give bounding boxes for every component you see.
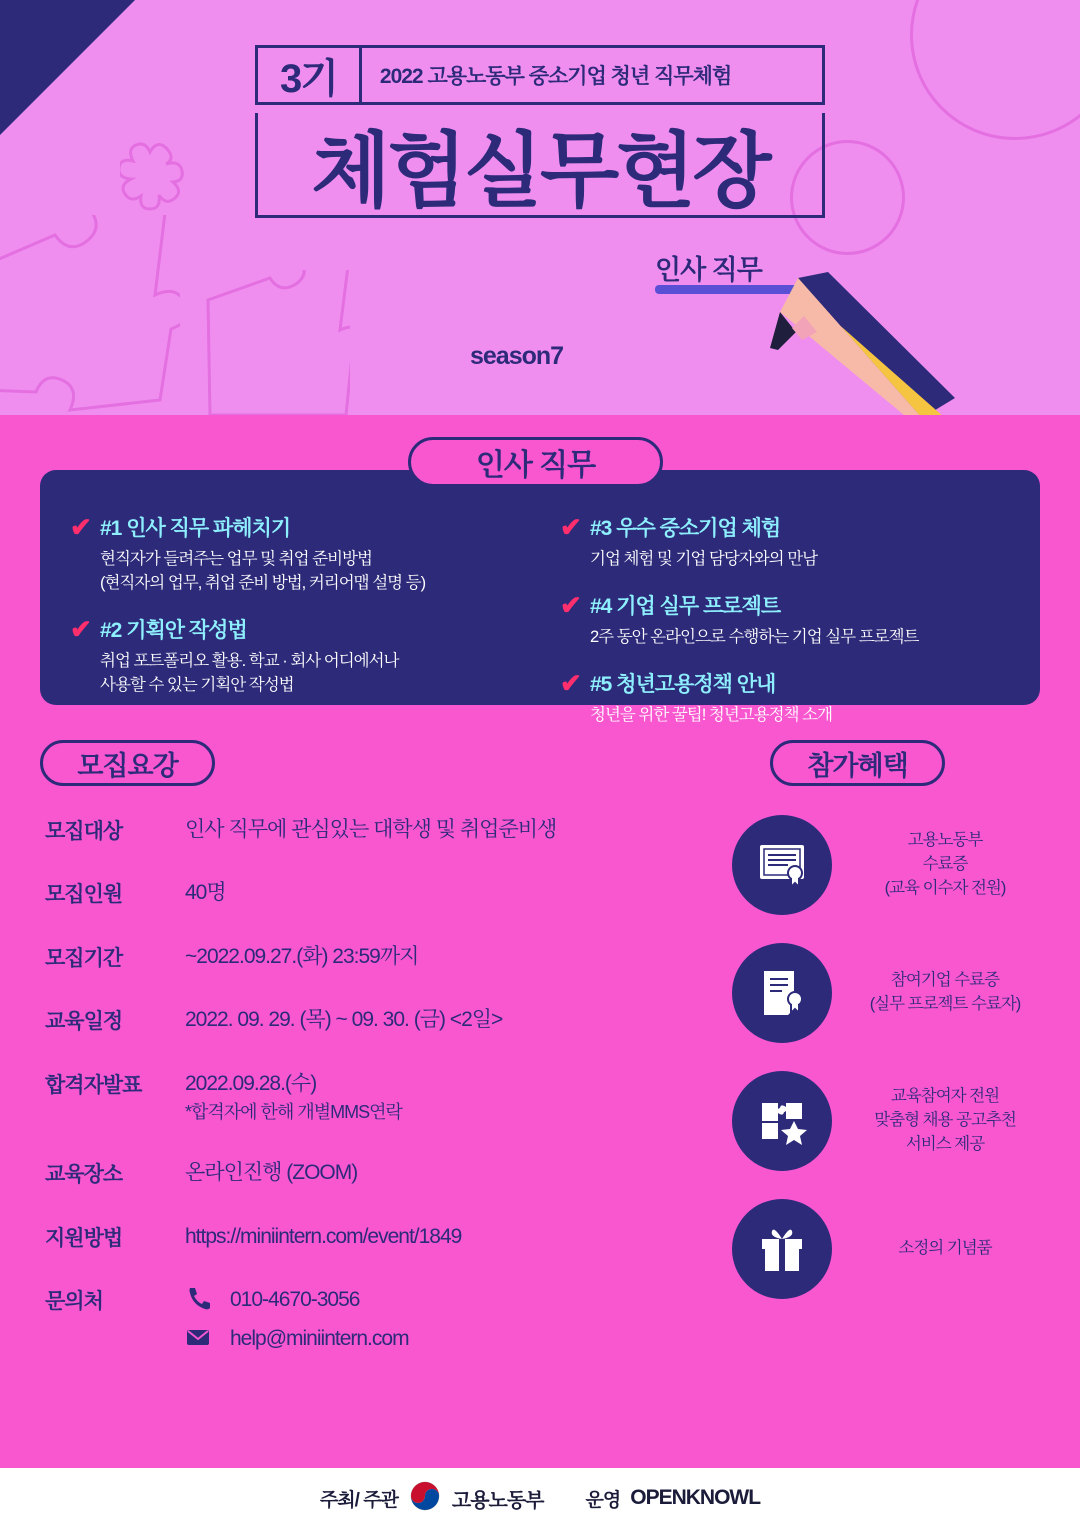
mail-icon [185, 1324, 230, 1355]
list-item-desc-line: 기업 체험 및 기업 담당자와의 만남 [590, 550, 818, 568]
host-label: 주최/ 주관 [319, 1489, 398, 1511]
document-seal-icon [732, 943, 832, 1043]
list-item-desc-line: 청년을 위한 꿀팁! 청년고용정책 소개 [590, 705, 833, 724]
row-value: 온라인진행 (ZOOM) [185, 1161, 358, 1185]
list-item-title: #5 청년고용정책 안내 [590, 672, 776, 696]
row-label: 문의처 [45, 1290, 103, 1314]
apply-url-link[interactable]: https://miniintern.com/event/1849 [185, 1224, 462, 1248]
list-item [560, 668, 1010, 728]
puzzle-piece-icon-mid [200, 270, 350, 415]
phone-icon [185, 1285, 230, 1316]
poster-footer [0, 1468, 1080, 1528]
gift-icon [732, 1199, 832, 1299]
recruit-info-table [45, 815, 715, 1396]
check-icon: ✔ [560, 667, 582, 698]
row-note: *합격자에 한해 개별MMS연락 [185, 1102, 402, 1123]
row-label: 모집기간 [45, 946, 123, 970]
table-row [45, 1158, 715, 1188]
job-items-right-column [540, 512, 1010, 746]
operator-name: OPENKNOWL [630, 1486, 761, 1509]
benefit-line: 맞춤형 채용 공고추천 [874, 1111, 1016, 1130]
table-row [45, 815, 715, 845]
season-label: season7 [470, 342, 564, 370]
row-label: 모집대상 [45, 820, 123, 843]
job-section-pill: 인사 직무 [408, 437, 663, 487]
row-label: 모집인원 [45, 883, 123, 907]
row-label: 지원방법 [45, 1226, 123, 1250]
list-item-desc-line: 2주 동안 온라인으로 수행하는 기업 실무 프로젝트 [590, 627, 919, 646]
benefit-section-pill: 참가혜택 [770, 740, 945, 786]
table-row [45, 1069, 715, 1126]
corner-triangle-decoration [0, 0, 135, 135]
check-icon: ✔ [70, 613, 92, 644]
benefit-line: (교육 이수자 전원) [884, 878, 1006, 897]
benefit-item [732, 1199, 1052, 1299]
poster-header [0, 0, 1080, 415]
check-icon: ✔ [70, 512, 92, 542]
program-line: 2022 고용노동부 중소기업 청년 직무체험 [379, 65, 732, 88]
benefit-line: 서비스 제공 [905, 1134, 985, 1153]
contact-phone [185, 1285, 409, 1316]
puzzle-piece-icon-large [0, 215, 180, 415]
phone-number: 010-4670-3056 [230, 1288, 360, 1312]
benefit-line: 참여기업 수료증 [890, 971, 1000, 990]
row-label: 합격자발표 [45, 1073, 142, 1097]
benefit-line: 고용노동부 [907, 831, 983, 850]
host-name: 고용노동부 [451, 1489, 544, 1512]
list-item [70, 512, 540, 596]
job-items-left-column [70, 512, 540, 746]
job-section-card [40, 470, 1040, 724]
tier-row [255, 45, 825, 105]
list-item [560, 590, 1010, 650]
certificate-icon [732, 815, 832, 915]
row-value: 2022. 09. 29. (목) ~ 09. 30. (금) <2일> [185, 1008, 503, 1032]
table-row [45, 878, 715, 908]
poster-main-title: 체험실무현장 [255, 113, 825, 218]
title-block [255, 45, 825, 218]
check-icon: ✔ [560, 512, 582, 542]
list-item [70, 614, 540, 698]
benefit-line: 수료증 [922, 855, 968, 874]
list-item-title: #4 기업 실무 프로젝트 [590, 594, 781, 618]
header-job-label: 인사 직무 [655, 255, 762, 285]
benefit-item [732, 943, 1052, 1043]
check-icon: ✔ [560, 589, 582, 620]
benefit-text [832, 969, 1052, 1017]
recruit-section-pill: 모집요강 [40, 740, 215, 786]
host-group [320, 1479, 544, 1518]
row-value: 인사 직무에 관심있는 대학생 및 취업준비생 [185, 818, 557, 841]
operator-group [586, 1485, 761, 1512]
email-address: help@miniintern.com [230, 1327, 409, 1351]
list-item-desc-line: (현직자의 업무, 취업 준비 방법, 커리어맵 설명 등) [100, 573, 426, 592]
taegeuk-icon [408, 1479, 442, 1518]
list-item-desc-line: 취업 포트폴리오 활용. 학교 · 회사 어디에서나 [100, 651, 399, 670]
benefit-text [832, 1085, 1052, 1157]
row-value: ~2022.09.27.(화) 23:59까지 [185, 944, 419, 968]
row-value: 2022.09.28.(수) [185, 1071, 317, 1095]
contact-row [45, 1285, 715, 1363]
list-item-title: #3 우수 중소기업 체험 [590, 517, 781, 540]
list-item-title: #1 인사 직무 파헤치기 [100, 517, 291, 540]
poster-body [0, 415, 1080, 1468]
benefit-text [832, 1237, 1052, 1261]
list-item [560, 512, 1010, 572]
benefit-item [732, 815, 1052, 915]
table-row [45, 1005, 715, 1035]
list-item-desc-line: 사용할 수 있는 기획안 작성법 [100, 675, 294, 694]
contact-email [185, 1324, 409, 1355]
puzzle-icon [732, 1071, 832, 1171]
benefit-item [732, 1071, 1052, 1171]
circle-decoration-large [910, 0, 1080, 140]
table-row [45, 942, 715, 972]
row-value: 40명 [185, 881, 226, 905]
benefits-list [732, 815, 1052, 1327]
benefit-line: 교육참여자 전원 [890, 1087, 1000, 1106]
list-item-title: #2 기획안 작성법 [100, 618, 247, 642]
tier-number: 3기 [258, 48, 362, 102]
row-label: 교육일정 [45, 1010, 123, 1034]
row-label: 교육장소 [45, 1163, 123, 1187]
benefit-line: 소정의 기념품 [898, 1239, 992, 1258]
table-row [45, 1222, 715, 1252]
pencil-icon [770, 270, 955, 415]
benefit-text [832, 829, 1052, 901]
operator-label: 운영 [585, 1489, 621, 1511]
list-item-desc-line: 현직자가 들려주는 업무 및 취업 준비방법 [100, 550, 372, 568]
benefit-line: (실무 프로젝트 수료자) [869, 995, 1021, 1013]
